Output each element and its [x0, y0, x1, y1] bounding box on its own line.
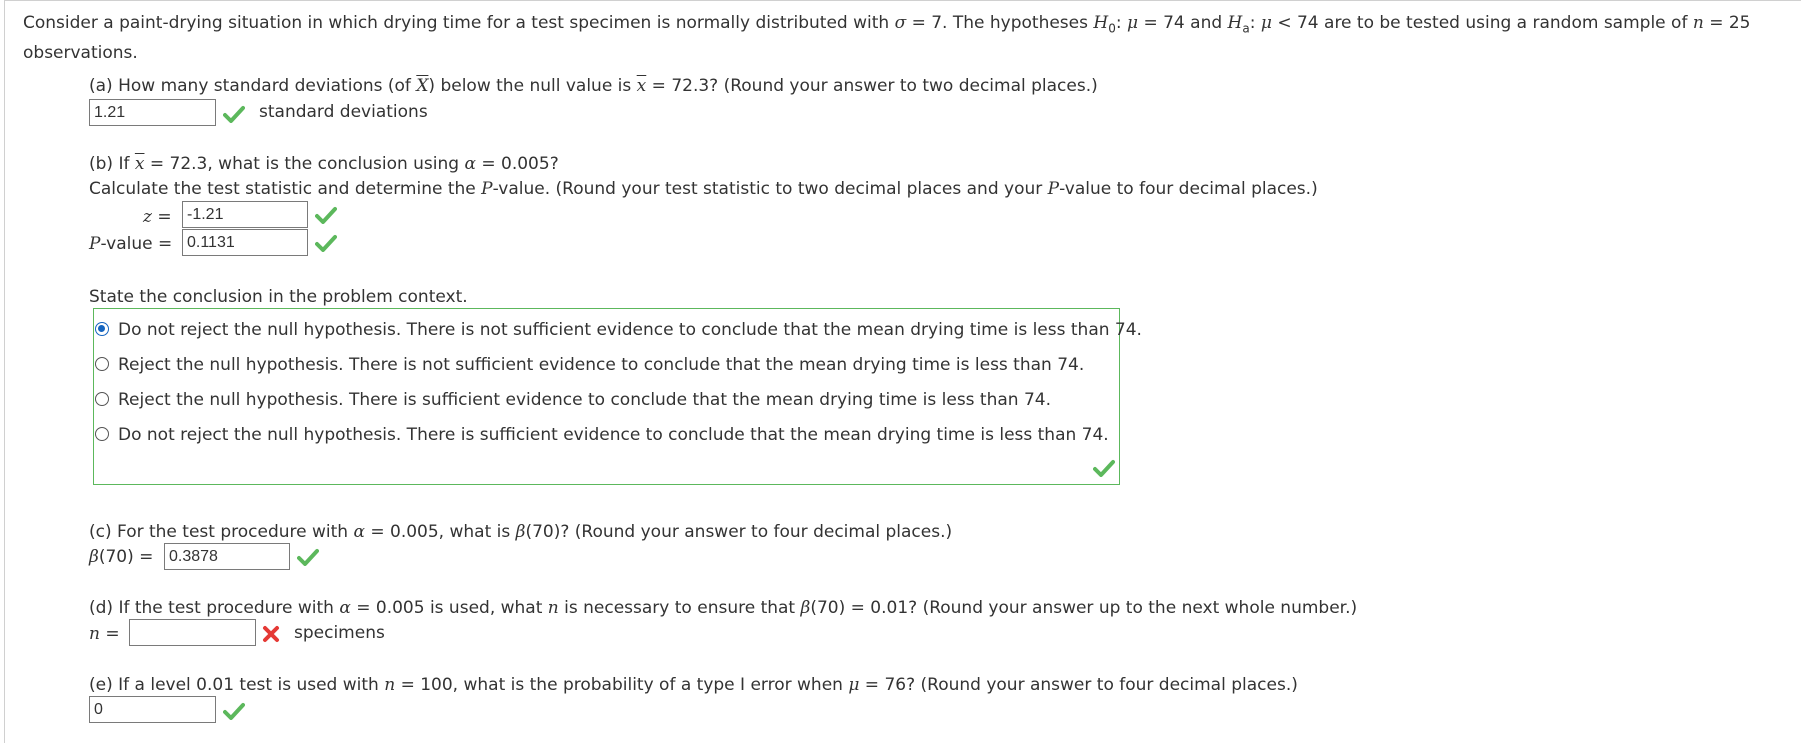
- p-value-field[interactable]: 0.1131: [182, 229, 308, 256]
- part-c-question: (c) For the test procedure with α = 0.005, what is β(70)? (Round your answer to four decimal places.): [89, 522, 953, 542]
- part-a-unit-label: standard deviations: [259, 102, 428, 122]
- choice-label: Reject the null hypothesis. There is not sufficient evidence to conclude that the mean drying time is less than 74.: [118, 355, 1085, 375]
- check-icon: [1093, 459, 1115, 477]
- radio-button[interactable]: [95, 427, 109, 441]
- z-label: z =: [143, 207, 172, 227]
- choice-label: Do not reject the null hypothesis. There is sufficient evidence to conclude that the mean drying time is less than 74.: [118, 425, 1109, 445]
- beta-answer-field[interactable]: 0.3878: [164, 543, 290, 570]
- conclusion-prompt: State the conclusion in the problem context.: [89, 287, 468, 307]
- problem-statement-line2: observations.: [23, 43, 138, 63]
- choice-option[interactable]: [95, 390, 1051, 410]
- check-icon: [223, 702, 245, 720]
- n-label: n =: [89, 624, 120, 644]
- part-e-answer-field[interactable]: 0: [89, 696, 216, 723]
- check-icon: [315, 234, 337, 252]
- check-icon: [223, 105, 245, 123]
- choice-label: Reject the null hypothesis. There is sufficient evidence to conclude that the mean drying time is less than 74.: [118, 390, 1052, 410]
- check-icon: [297, 548, 319, 566]
- x-icon: [262, 625, 280, 643]
- part-a-answer-field[interactable]: 1.21: [89, 99, 216, 126]
- radio-button-selected[interactable]: [95, 322, 109, 336]
- check-icon: [315, 206, 337, 224]
- choice-option[interactable]: [95, 320, 1142, 340]
- part-e-question: (e) If a level 0.01 test is used with n = 100, what is the probability of a type I error when μ = 76? (Round your answer to four decimal places.): [89, 675, 1298, 695]
- choice-option[interactable]: [95, 425, 1109, 445]
- choice-option[interactable]: [95, 355, 1084, 375]
- question-panel: [4, 0, 1801, 743]
- z-statistic-field[interactable]: -1.21: [182, 201, 308, 228]
- radio-button[interactable]: [95, 392, 109, 406]
- part-d-unit-label: specimens: [294, 623, 385, 643]
- p-value-label: P-value =: [89, 234, 173, 254]
- radio-button[interactable]: [95, 357, 109, 371]
- part-d-question: (d) If the test procedure with α = 0.005 is used, what n is necessary to ensure that β(70) = 0.01? (Round your answer up to the next whole number.): [89, 598, 1358, 618]
- n-answer-field[interactable]: [129, 619, 256, 646]
- part-b-instructions: Calculate the test statistic and determine the P-value. (Round your test statistic to two decimal places and your P-value to four decimal places.): [89, 179, 1318, 199]
- beta-label: β(70) =: [89, 547, 154, 567]
- choice-label: Do not reject the null hypothesis. There is not sufficient evidence to conclude that the mean drying time is less than 74.: [118, 320, 1142, 340]
- part-b-question: (b) If $\overline{x} = 72.3$, what is the conclusion using α = 0.005?: [89, 154, 559, 174]
- part-a-question: (a) How many standard deviations (of $\overline{X}$) below the null value is $\overline{x} = 72.3$? (Round your answer to two decimal places.): [89, 76, 1098, 96]
- problem-statement: Consider a paint-drying situation in which drying time for a test specimen is normally distributed with σ = 7. The hypotheses $H_0$: μ = 74 and $H_a$: μ < 74 are to be tested using a random sample of n = 25: [23, 13, 1751, 36]
